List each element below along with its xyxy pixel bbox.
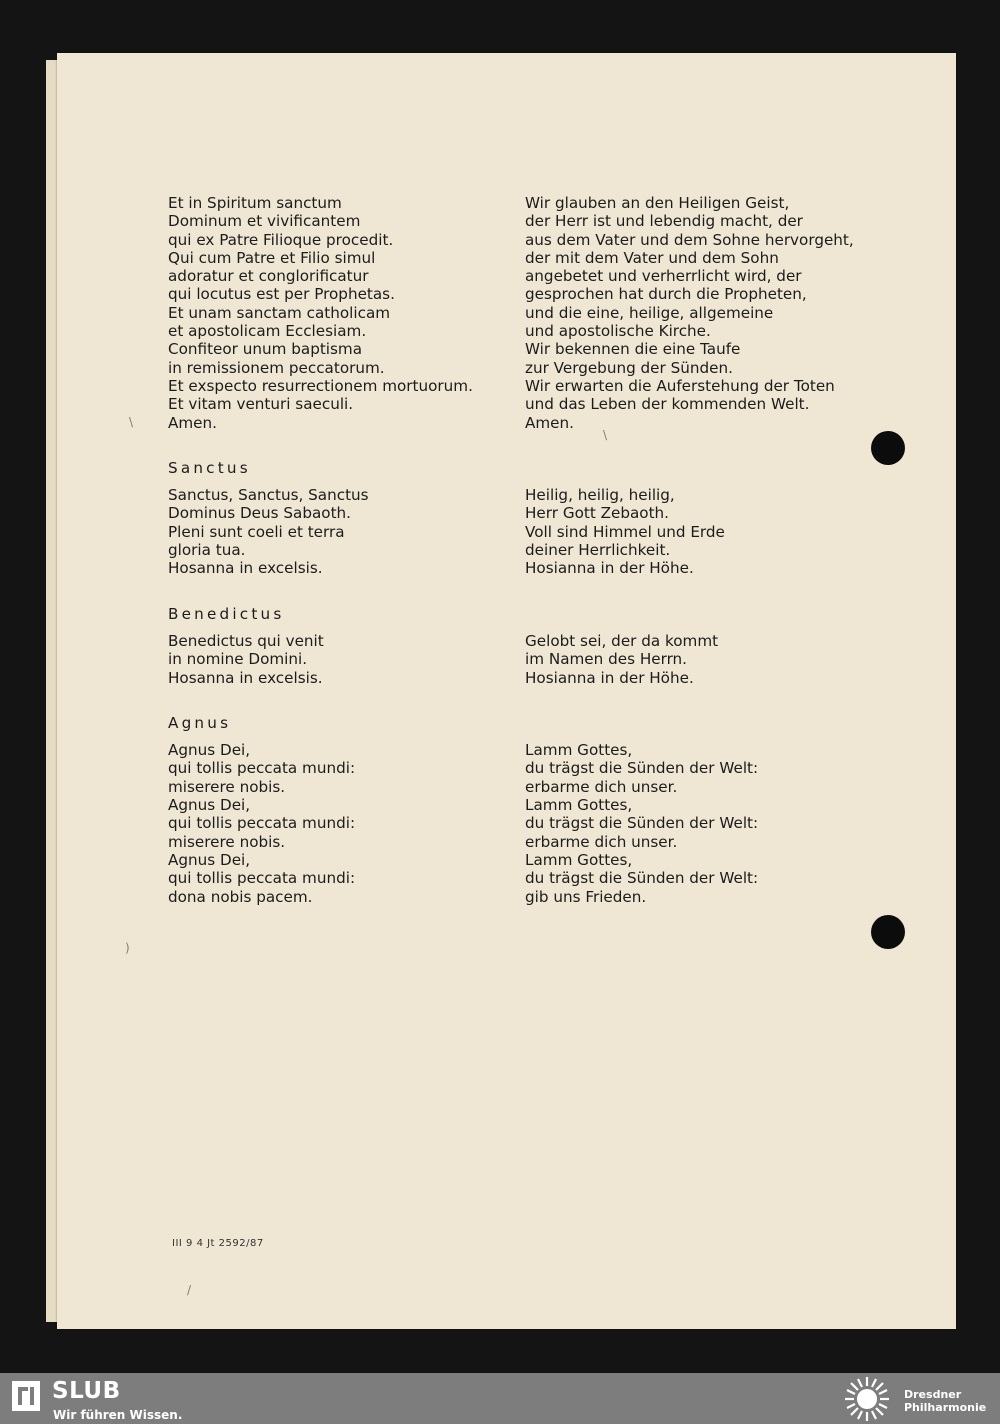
text-line: Lamm Gottes, [525,796,633,815]
punch-hole [871,915,905,949]
text-line: Agnus Dei, [168,850,251,869]
german-sanctus [525,486,905,577]
german-credo [525,194,905,432]
german-agnus [525,741,905,906]
text-line: der Herr ist und lebendig macht, der [525,212,803,231]
philharmonie-line-1: Dresdner [904,1388,962,1401]
footer-bar [0,1373,1000,1424]
text-line: Lamm Gottes, [525,850,633,869]
text-line: Hosianna in der Höhe. [525,668,694,687]
heading-spacer [525,714,905,732]
text-line: und das Leben der kommenden Welt. [525,395,810,414]
philharmonie-logo-icon [840,1375,894,1423]
text-line: Dominus Deus Sabaoth. [168,504,351,523]
text-line: Pleni sunt coeli et terra [168,522,345,541]
text-line: Amen. [525,413,574,432]
paper-speck: / [187,1283,192,1297]
text-line: gloria tua. [168,541,246,560]
text-line: gib uns Frieden. [525,887,647,906]
text-line: erbarme dich unser. [525,777,678,796]
text-line: Et unam sanctam catholicam [168,303,391,322]
print-code: III 9 4 Jt 2592/87 [172,1238,264,1249]
text-line: gesprochen hat durch die Propheten, [525,285,807,304]
paper-speck: ) [125,941,130,955]
text-line: und die eine, heilige, allgemeine [525,303,774,322]
text-line: in remissionem peccatorum. [168,358,385,377]
text-line: Agnus Dei, [168,796,251,815]
punch-hole [871,431,905,465]
text-line: qui locutus est per Prophetas. [168,285,395,304]
text-line: Wir bekennen die eine Taufe [525,340,741,359]
text-line: Hosanna in excelsis. [168,559,323,578]
text-line: Dominum et vivificantem [168,212,361,231]
document-page [57,53,956,1329]
agnus-heading: Agnus [168,713,232,732]
text-line: dona nobis pacem. [168,887,313,906]
heading-spacer [525,605,905,623]
philharmonie-line-2: Philharmonie [904,1401,987,1414]
paper-speck: \ [603,428,608,442]
latin-credo [168,194,508,432]
latin-column [168,194,508,906]
text-line: et apostolicam Ecclesiam. [168,322,367,341]
slub-logo-icon [12,1381,40,1411]
german-benedictus [525,632,905,687]
text-line: Confiteor unum baptisma [168,340,363,359]
text-line: Benedictus qui venit [168,631,324,650]
slub-tagline: Wir führen Wissen. [53,1408,183,1422]
latin-sanctus [168,486,508,577]
text-line: Voll sind Himmel und Erde [525,522,725,541]
german-column [525,194,905,906]
text-line: Wir erwarten die Auferstehung der Toten [525,376,835,395]
text-line: Herr Gott Zebaoth. [525,504,670,523]
latin-agnus [168,741,508,906]
text-line: miserere nobis. [168,777,286,796]
text-line: Qui cum Patre et Filio simul [168,248,376,267]
text-line: deiner Herrlichkeit. [525,541,671,560]
text-line: im Namen des Herrn. [525,650,687,669]
text-line: Sanctus, Sanctus, Sanctus [168,486,369,505]
text-line: adoratur et conglorificatur [168,267,369,286]
paper-speck: \ [129,415,134,429]
text-line: Hosanna in excelsis. [168,668,323,687]
text-line: Et exspecto resurrectionem mortuorum. [168,376,473,395]
text-line: du trägst die Sünden der Welt: [525,869,759,888]
text-line: aus dem Vater und dem Sohne hervorgeht, [525,230,854,249]
text-line: Et in Spiritum sanctum [168,194,342,212]
text-line: qui tollis peccata mundi: [168,869,356,888]
text-line: Wir glauben an den Heiligen Geist, [525,194,790,212]
text-line: Lamm Gottes, [525,741,633,760]
text-line: der mit dem Vater und dem Sohn [525,248,779,267]
text-line: Heilig, heilig, heilig, [525,486,675,505]
text-line: Amen. [168,413,217,432]
text-line: du trägst die Sünden der Welt: [525,814,759,833]
text-line: zur Vergebung der Sünden. [525,358,733,377]
text-line: qui tollis peccata mundi: [168,814,356,833]
benedictus-heading: Benedictus [168,604,285,623]
heading-spacer [525,459,905,477]
text-line: qui tollis peccata mundi: [168,759,356,778]
text-line: und apostolische Kirche. [525,322,711,341]
text-line: miserere nobis. [168,832,286,851]
slub-title: SLUB [52,1378,121,1404]
text-line: Hosianna in der Höhe. [525,559,694,578]
text-line: Agnus Dei, [168,741,251,760]
text-line: du trägst die Sünden der Welt: [525,759,759,778]
philharmonie-name [904,1388,986,1414]
sanctus-heading: Sanctus [168,458,251,477]
text-line: in nomine Domini. [168,650,308,669]
latin-benedictus [168,632,508,687]
text-line: erbarme dich unser. [525,832,678,851]
text-line: Et vitam venturi saeculi. [168,395,354,414]
text-line: angebetet und verherrlicht wird, der [525,267,802,286]
text-line: qui ex Patre Filioque procedit. [168,230,394,249]
text-line: Gelobt sei, der da kommt [525,631,719,650]
